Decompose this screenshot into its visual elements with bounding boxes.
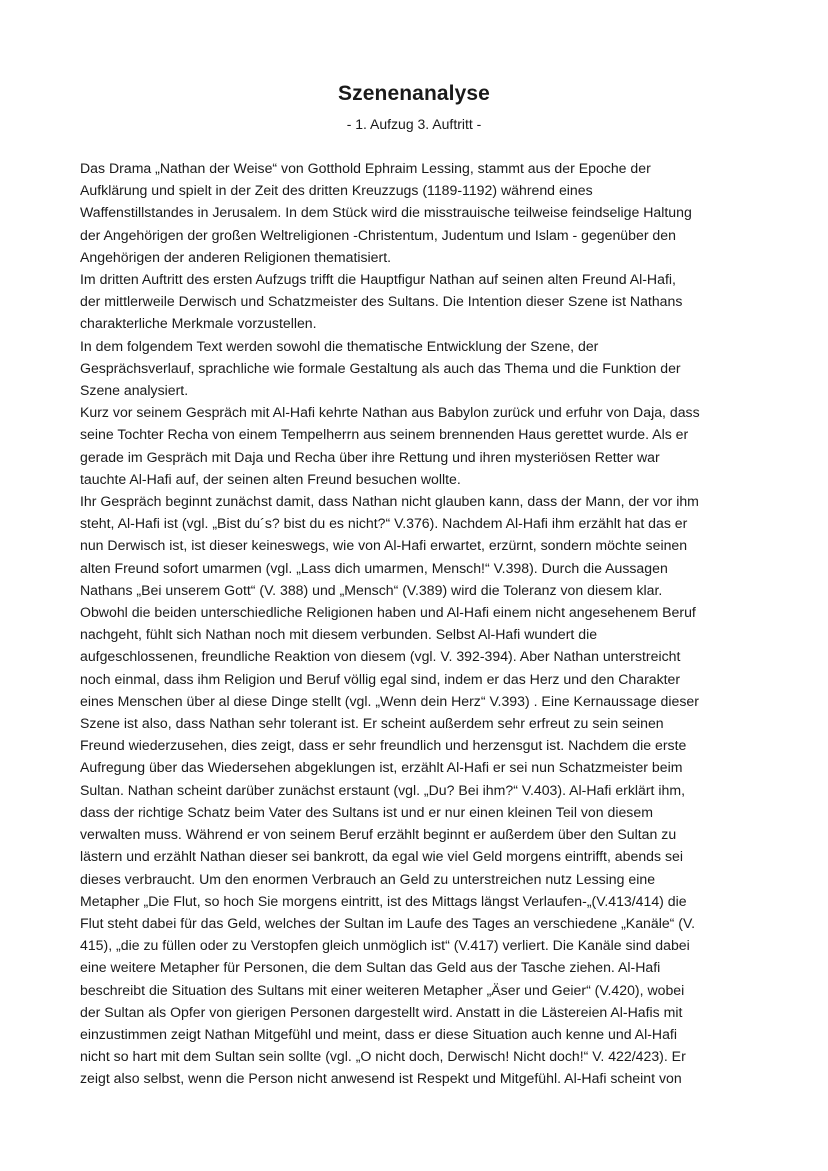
text-line: der mittlerweile Derwisch und Schatzmeister des Sultans. Die Intention dieser Szene ist Nathans xyxy=(80,293,683,310)
text-line: beschreibt die Situation des Sultans mit einer weiteren Metapher „Äser und Geier“ (V.420), wobei xyxy=(80,981,685,998)
text-line: dass der richtige Schatz beim Vater des Sultans ist und er nur einen kleinen Teil von diesem xyxy=(80,803,653,820)
text-line: zeigt also selbst, wenn die Person nicht anwesend ist Respekt und Mitgefühl. Al-Hafi scheint von xyxy=(80,1070,682,1087)
text-line: alten Freund sofort umarmen (vgl. „Lass dich umarmen, Mensch!“ V.398). Durch die Aussagen xyxy=(80,559,668,576)
text-line: Angehörigen der anderen Religionen thematisiert. xyxy=(80,248,392,265)
text-line: Szene analysiert. xyxy=(80,382,189,399)
page-title: Szenenanalyse xyxy=(338,82,490,105)
text-line: nachgeht, fühlt sich Nathan noch mit diesem verbunden. Selbst Al-Hafi wundert die xyxy=(80,626,598,643)
text-line: Aufregung über das Wiedersehen abgeklungen ist, erzählt Al-Hafi er sei nun Schatzmeister beim xyxy=(80,759,683,776)
text-line: Flut steht dabei für das Geld, welches der Sultan im Laufe des Tages an verschiedene „Kanäle“ (V. xyxy=(80,914,696,931)
text-line: eine weitere Metapher für Personen, die dem Sultan das Geld aus der Tasche ziehen. Al-Hafi xyxy=(80,959,661,976)
text-line: Sultan. Nathan scheint darüber zunächst erstaunt (vgl. „Du? Bei ihm?“ V.403). Al-Hafi erklärt ihm, xyxy=(80,781,686,798)
body-text xyxy=(80,157,760,1090)
text-line: aufgeschlossenen, freundliche Reaktion von diesem (vgl. V. 392-394). Aber Nathan unterstreicht xyxy=(80,648,681,665)
text-line: Obwohl die beiden unterschiedliche Religionen haben und Al-Hafi einem nicht angesehenem Beruf xyxy=(80,604,696,621)
page-subtitle: - 1. Aufzug 3. Auftritt - xyxy=(346,116,482,132)
text-line: Das Drama „Nathan der Weise“ von Gotthold Ephraim Lessing, stammt aus der Epoche der xyxy=(80,160,651,176)
text-line: Freund wiederzusehen, dies zeigt, dass er sehr freundlich und herzensgut ist. Nachdem die erste xyxy=(80,737,687,754)
text-line: tauchte Al-Hafi auf, der seinen alten Freund besuchen wollte. xyxy=(80,470,461,487)
text-line: Metapher „Die Flut, so hoch Sie morgens eintritt, ist des Mittags längst Verlaufen-„(V.413/414) die xyxy=(80,892,687,909)
text-line: noch einmal, dass ihm Religion und Beruf völlig egal sind, indem er das Herz und den Charakter xyxy=(80,670,681,687)
text-line: Aufklärung und spielt in der Zeit des dritten Kreuzzugs (1189-1192) während eines xyxy=(80,182,593,199)
text-line: 415), „die zu füllen oder zu Verstopfen gleich unmöglich ist“ (V.417) verliert. Die Kanäle sind dabei xyxy=(80,937,690,954)
text-line: Szene ist also, dass Nathan sehr tolerant ist. Er scheint außerdem sehr erfreut zu sein seinen xyxy=(80,715,664,732)
text-line: verwalten muss. Während er von seinem Beruf erzählt beginnt er außerdem über den Sultan zu xyxy=(80,826,677,843)
text-line: In dem folgendem Text werden sowohl die thematische Entwicklung der Szene, der xyxy=(80,337,599,354)
text-line: charakterliche Merkmale vorzustellen. xyxy=(80,315,317,332)
text-line: eines Menschen über al diese Dinge stellt (vgl. „Wenn dein Herz“ V.393) . Eine Kernaussage dieser xyxy=(80,692,699,709)
text-line: nun Derwisch ist, ist dieser keineswegs, wie von Al-Hafi erwartet, erzürnt, sondern möchte seinen xyxy=(80,537,688,554)
text-line: dieses verbraucht. Um den enormen Verbrauch an Geld zu unterstreichen nutz Lessing eine xyxy=(80,870,656,887)
text-line: der Sultan als Opfer von gierigen Personen dargestellt wird. Anstatt in die Lästereien Al-Hafis mit xyxy=(80,1003,683,1020)
text-line: nicht so hart mit dem Sultan sein sollte (vgl. „O nicht doch, Derwisch! Nicht doch!“ V. 422/423). Er xyxy=(80,1048,686,1065)
text-line: Kurz vor seinem Gespräch mit Al-Hafi kehrte Nathan aus Babylon zurück und erfuhr von Daja, dass xyxy=(80,404,700,421)
text-line: Gesprächsverlauf, sprachliche wie formale Gestaltung als auch das Thema und die Funktion der xyxy=(80,359,681,376)
text-line: seine Tochter Recha von einem Tempelherrn aus seinem brennenden Haus gerettet wurde. Als er xyxy=(80,426,689,443)
text-line: lästern und erzählt Nathan dieser sei bankrott, da egal wie viel Geld morgens eintrifft, abends sei xyxy=(80,848,683,865)
text-line: Ihr Gespräch beginnt zunächst damit, dass Nathan nicht glauben kann, dass der Mann, der vor ihm xyxy=(80,493,699,510)
text-line: Waffenstillstandes in Jerusalem. In dem Stück wird die misstrauische teilweise feindselige Haltung xyxy=(80,204,692,221)
text-line: Nathans „Bei unserem Gott“ (V. 388) und „Mensch“ (V.389) wird die Toleranz von diesem klar. xyxy=(80,581,663,598)
text-line: einzustimmen zeigt Nathan Mitgefühl und meint, dass er diese Situation auch kenne und Al-Hafi xyxy=(80,1025,677,1042)
text-line: der Angehörigen der großen Weltreligionen -Christentum, Judentum und Islam - gegenüber den xyxy=(80,226,676,243)
text-line: Im dritten Auftritt des ersten Aufzugs trifft die Hauptfigur Nathan auf seinen alten Freund Al-Hafi, xyxy=(80,271,676,288)
text-line: gerade im Gespräch mit Daja und Recha über ihre Rettung und ihren mysteriösen Retter war xyxy=(80,448,660,465)
text-line: steht, Al-Hafi ist (vgl. „Bist du´s? bist du es nicht?“ V.376). Nachdem Al-Hafi ihm erzählt hat das er xyxy=(80,515,688,532)
